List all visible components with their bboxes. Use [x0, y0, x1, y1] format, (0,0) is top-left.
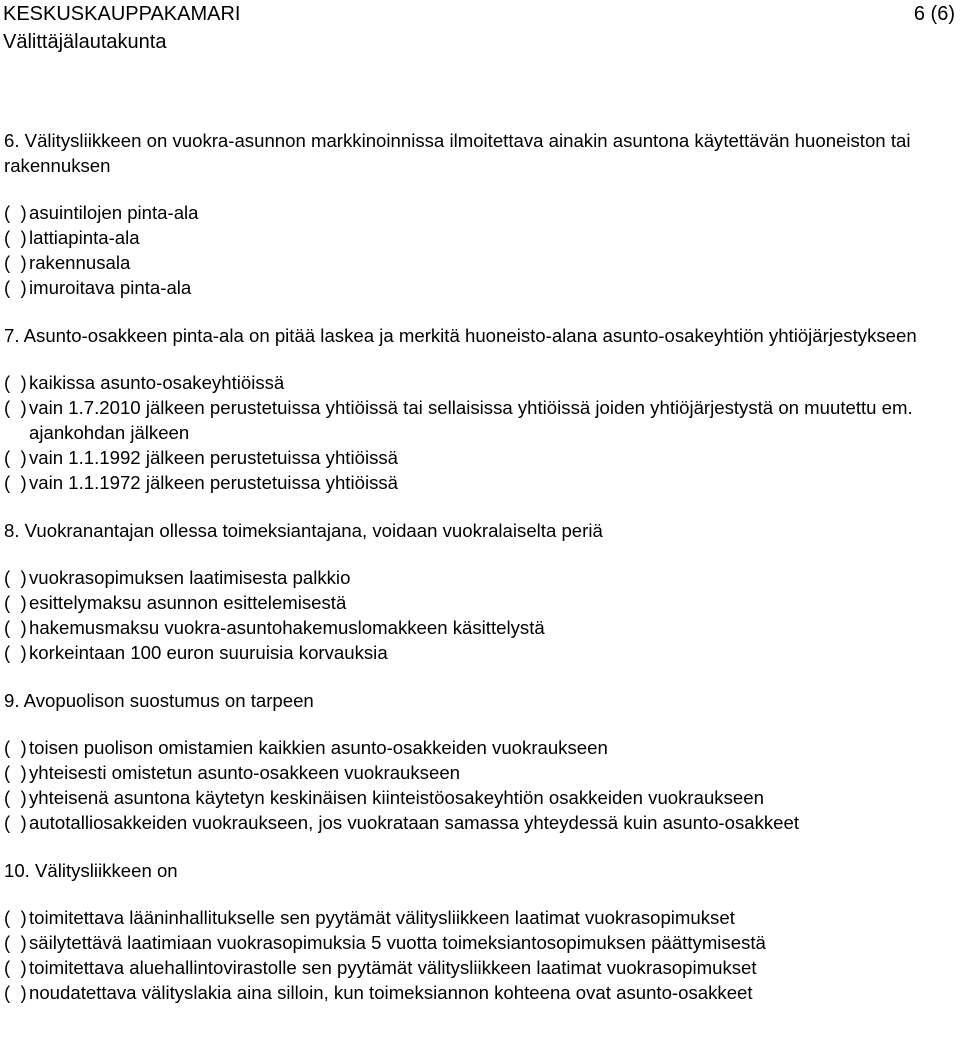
checkbox[interactable]: ( )	[4, 932, 27, 953]
page-header	[3, 0, 955, 56]
answer-option[interactable]	[4, 250, 952, 275]
checkbox[interactable]: ( )	[4, 812, 27, 833]
checkbox[interactable]: ( )	[4, 447, 27, 468]
answer-label: korkeintaan 100 euron suuruisia korvauksia	[29, 642, 388, 663]
answer-label: toisen puolison omistamien kaikkien asunto-osakkeiden vuokraukseen	[29, 737, 608, 758]
answer-label: toimitettava lääninhallitukselle sen pyytämät välitysliikkeen laatimat vuokrasopimukset	[29, 907, 735, 928]
answer-label: vain 1.7.2010 jälkeen perustetuissa yhtiöissä tai sellaisissa yhtiöissä joiden yhtiöjärjestystä on muutettu em. ajankohdan jälkeen	[29, 397, 913, 443]
answer-option[interactable]	[4, 225, 952, 250]
checkbox[interactable]: ( )	[4, 472, 27, 493]
answer-option[interactable]	[4, 470, 952, 495]
answer-option[interactable]	[4, 930, 952, 955]
answer-option[interactable]	[4, 370, 952, 395]
checkbox[interactable]: ( )	[4, 227, 27, 248]
answer-option[interactable]	[4, 735, 952, 760]
question-text: 9. Avopuolison suostumus on tarpeen	[4, 690, 314, 711]
organization-unit: Välittäjälautakunta	[3, 31, 167, 53]
spacer	[4, 835, 952, 858]
checkbox[interactable]: ( )	[4, 397, 27, 418]
answer-label: kaikissa asunto-osakeyhtiöissä	[29, 372, 285, 393]
page-number: 6 (6)	[913, 3, 955, 25]
question-10	[4, 858, 952, 1005]
answer-label: lattiapinta-ala	[29, 227, 140, 248]
answer-option[interactable]	[4, 980, 952, 1005]
checkbox[interactable]: ( )	[4, 787, 27, 808]
answer-option[interactable]	[4, 640, 952, 665]
spacer	[4, 300, 952, 323]
checkbox[interactable]: ( )	[4, 907, 27, 928]
answer-option[interactable]	[4, 275, 952, 300]
checkbox[interactable]: ( )	[4, 737, 27, 758]
answer-option[interactable]	[4, 615, 952, 640]
answer-label: esittelymaksu asunnon esittelemisestä	[29, 592, 347, 613]
answer-option[interactable]	[4, 445, 952, 470]
checkbox[interactable]: ( )	[4, 202, 27, 223]
answer-label: vuokrasopimuksen laatimisesta palkkio	[29, 567, 351, 588]
answer-label: vain 1.1.1992 jälkeen perustetuissa yhtiöissä	[29, 447, 399, 468]
question-text: 10. Välitysliikkeen on	[4, 860, 178, 881]
answer-label: vain 1.1.1972 jälkeen perustetuissa yhtiöissä	[29, 472, 399, 493]
answer-label: rakennusala	[29, 252, 131, 273]
answer-label: yhteisesti omistetun asunto-osakkeen vuokraukseen	[29, 762, 460, 783]
checkbox[interactable]: ( )	[4, 372, 27, 393]
checkbox[interactable]: ( )	[4, 982, 27, 1003]
checkbox[interactable]: ( )	[4, 567, 27, 588]
spacer	[4, 495, 952, 518]
question-7	[4, 323, 952, 495]
question-list	[4, 128, 952, 1005]
question-text: 7. Asunto-osakkeen pinta-ala on pitää laskea ja merkitä huoneisto-alana asunto-osakeyhtiön yhtiöjärjestykseen	[4, 325, 917, 346]
checkbox[interactable]: ( )	[4, 642, 27, 663]
answer-option[interactable]	[4, 760, 952, 785]
question-text: 6. Välitysliikkeen on vuokra-asunnon markkinoinnissa ilmoitettava ainakin asuntona käytettävän huoneiston tai rakennuksen	[4, 130, 911, 176]
answer-option[interactable]	[4, 200, 952, 225]
answer-label: autotalliosakkeiden vuokraukseen, jos vuokrataan samassa yhteydessä kuin asunto-osakkeet	[29, 812, 800, 833]
answer-label: asuintilojen pinta-ala	[29, 202, 199, 223]
organization-name: KESKUSKAUPPAKAMARI	[3, 3, 241, 25]
question-9	[4, 688, 952, 835]
checkbox[interactable]: ( )	[4, 617, 27, 638]
answer-option[interactable]	[4, 590, 952, 615]
answer-label: noudatettava välityslakia aina silloin, kun toimeksiannon kohteena ovat asunto-osakkeet	[29, 982, 753, 1003]
answer-option[interactable]	[4, 785, 952, 810]
question-8	[4, 518, 952, 665]
answer-label: yhteisenä asuntona käytetyn keskinäisen kiinteistöosakeyhtiön osakkeiden vuokraukseen	[29, 787, 764, 808]
answer-option[interactable]	[4, 565, 952, 590]
answer-option[interactable]	[4, 905, 952, 930]
checkbox[interactable]: ( )	[4, 592, 27, 613]
answer-label: säilytettävä laatimiaan vuokrasopimuksia 5 vuotta toimeksiantosopimuksen päättymisestä	[29, 932, 766, 953]
checkbox[interactable]: ( )	[4, 957, 27, 978]
checkbox[interactable]: ( )	[4, 252, 27, 273]
question-6	[4, 128, 952, 300]
checkbox[interactable]: ( )	[4, 762, 27, 783]
question-text: 8. Vuokranantajan ollessa toimeksiantajana, voidaan vuokralaiselta periä	[4, 520, 603, 541]
checkbox[interactable]: ( )	[4, 277, 27, 298]
answer-option[interactable]	[4, 810, 952, 835]
answer-label: hakemusmaksu vuokra-asuntohakemuslomakkeen käsittelystä	[29, 617, 545, 638]
answer-label: toimitettava aluehallintovirastolle sen pyytämät välitysliikkeen laatimat vuokrasopimukset	[29, 957, 757, 978]
answer-label: imuroitava pinta-ala	[29, 277, 192, 298]
spacer	[4, 665, 952, 688]
answer-option[interactable]	[4, 395, 952, 445]
answer-option[interactable]	[4, 955, 952, 980]
